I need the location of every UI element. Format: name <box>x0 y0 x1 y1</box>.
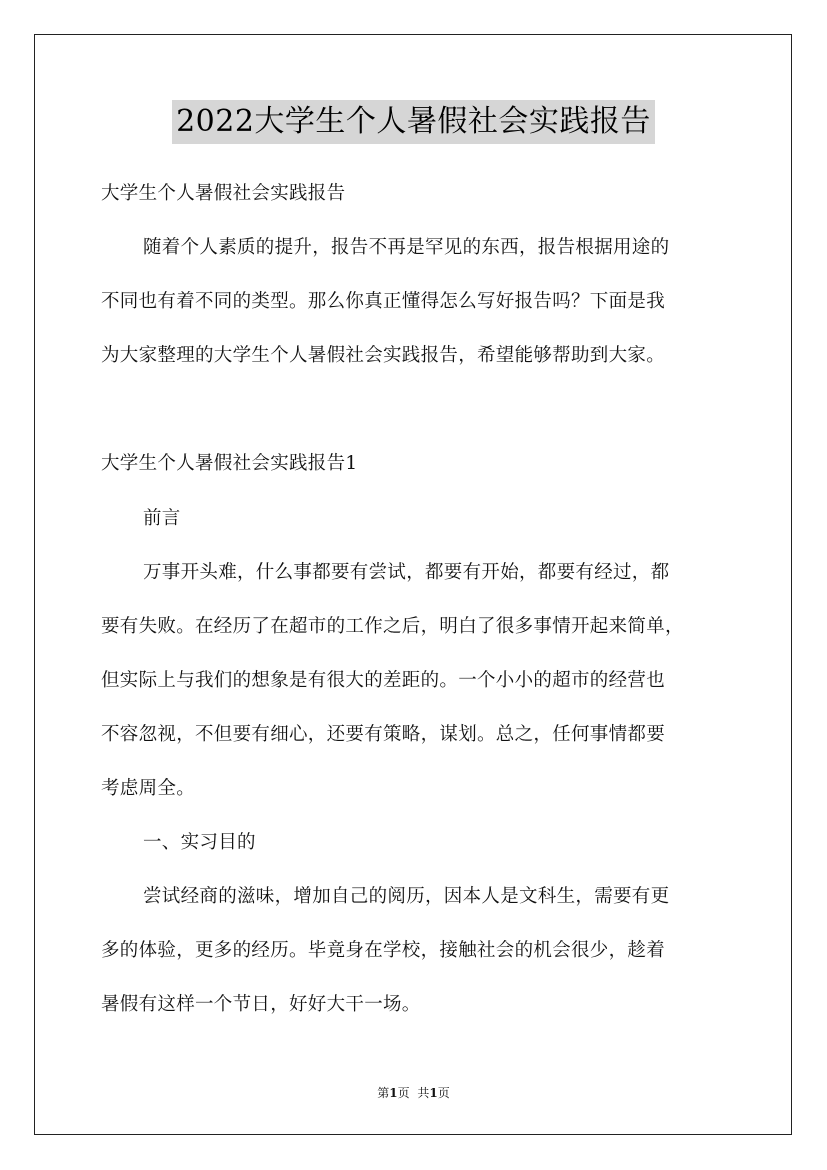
paragraph-line: 但实际上与我们的想象是有很大的差距的。一个小小的超市的经营也 <box>101 670 666 691</box>
page-footer <box>0 1084 827 1101</box>
subheading-preface: 前言 <box>143 508 181 529</box>
paragraph-line: 暑假有这样一个节日，好好大干一场。 <box>101 994 421 1015</box>
footer-page-unit: 页 <box>397 1086 410 1100</box>
paragraph-line: 不同也有着不同的类型。那么你真正懂得怎么写好报告吗？下面是我 <box>101 291 666 312</box>
section-heading: 大学生个人暑假社会实践报告1 <box>101 453 358 474</box>
footer-total-label: 共 <box>417 1086 430 1100</box>
footer-total-number: 1 <box>429 1086 438 1100</box>
paragraph-line: 不容忽视，不但要有细心，还要有策略，谋划。总之，任何事情都要 <box>101 724 666 745</box>
document-title: 2022大学生个人暑假社会实践报告 <box>172 100 655 144</box>
footer-total-unit: 页 <box>437 1086 450 1100</box>
footer-page-number: 1 <box>389 1086 398 1100</box>
paragraph-line: 要有失败。在经历了在超市的工作之后，明白了很多事情开起来简单， <box>101 616 684 637</box>
subtitle-line: 大学生个人暑假社会实践报告 <box>101 183 346 204</box>
paragraph-line: 尝试经商的滋味，增加自己的阅历，因本人是文科生，需要有更 <box>143 886 670 907</box>
paragraph-line: 多的体验，更多的经历。毕竟身在学校，接触社会的机会很少，趁着 <box>101 940 666 961</box>
footer-page-label: 第 <box>377 1086 390 1100</box>
paragraph-line: 为大家整理的大学生个人暑假社会实践报告，希望能够帮助到大家。 <box>101 345 666 366</box>
paragraph-line: 万事开头难，什么事都要有尝试，都要有开始，都要有经过，都 <box>143 562 670 583</box>
paragraph-line: 考虑周全。 <box>101 778 196 799</box>
paragraph-line: 随着个人素质的提升，报告不再是罕见的东西，报告根据用途的 <box>143 237 670 258</box>
title-container <box>0 100 827 144</box>
subheading-purpose: 一、实习目的 <box>143 832 256 853</box>
